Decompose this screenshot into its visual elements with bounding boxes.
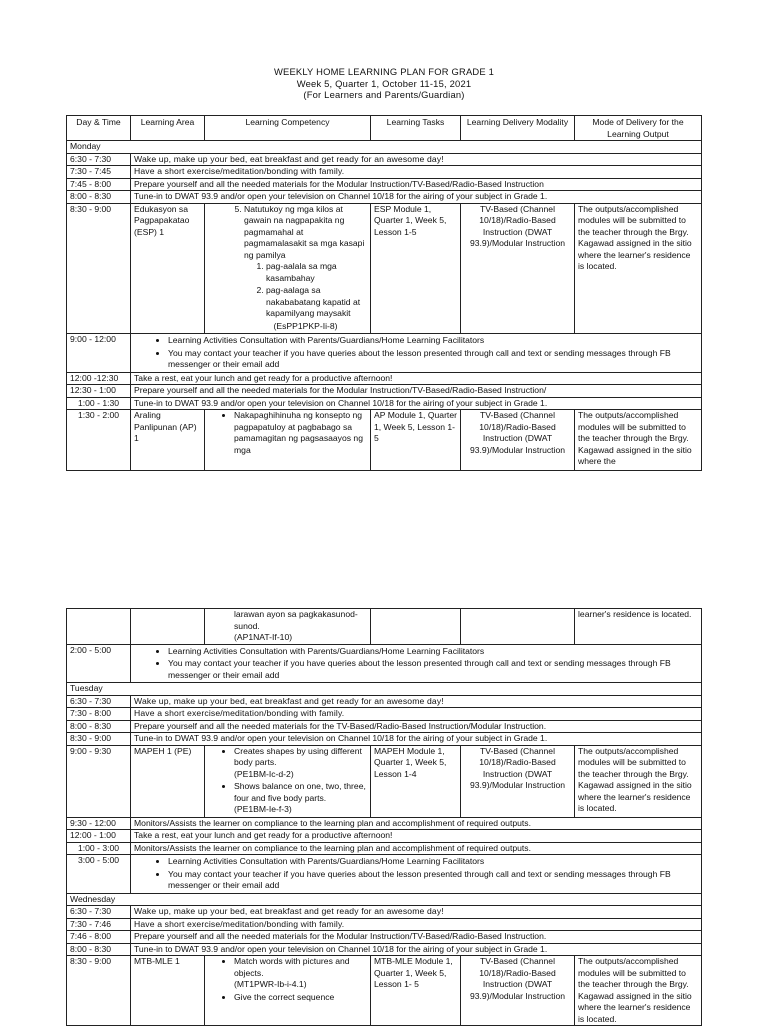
activity-cell: Prepare yourself and all the needed materials for the TV-Based/Radio-Based Instruction/Modular Instruction. (131, 720, 702, 733)
competency-list (208, 204, 367, 333)
modality-cell: TV-Based (Channel 10/18)/Radio-Based Instruction (DWAT 93.9)/Modular Instruction (461, 956, 575, 1026)
table-row (67, 943, 702, 956)
table-row (67, 334, 702, 373)
table-row (67, 166, 702, 179)
table-row (67, 178, 702, 191)
consultation-cell (131, 855, 702, 894)
day-label: Wednesday (67, 893, 702, 906)
time-cell: 12:30 - 1:00 (67, 385, 131, 398)
table-row (67, 644, 702, 683)
competency-subitem: 2. pag-aalaga sa nakababatang kapatid at kapamilyang maysakit (266, 285, 367, 320)
output-mode-cell: The outputs/accomplished modules will be submitted to the teacher through the Brgy. Kagawad assigned in the sitio where the learner's residence is located. (575, 956, 702, 1026)
time-cell: 6:30 - 7:30 (67, 695, 131, 708)
time-cell: 6:30 - 7:30 (67, 153, 131, 166)
activity-cell: Prepare yourself and all the needed materials for the Modular Instruction/TV-Based/Radio-Based Instruction (131, 178, 702, 191)
learning-tasks-cell: AP Module 1, Quarter 1, Week 5, Lesson 1-5 (371, 410, 461, 471)
learning-area-cell: Araling Panlipunan (AP) 1 (131, 410, 205, 471)
activity-cell: Prepare yourself and all the needed materials for the Modular Instruction/TV-Based/Radio-Based Instruction/ (131, 385, 702, 398)
competency-cell (205, 203, 371, 334)
competency-continued: larawan ayon sa pagkakasunod-sunod. (234, 609, 358, 631)
table-row (67, 918, 702, 931)
table-row (67, 609, 702, 645)
time-cell: 8:30 - 9:00 (67, 733, 131, 746)
consultation-list (134, 646, 698, 682)
activity-cell: Wake up, make up your bed, eat breakfast and get ready for an awesome day! (131, 695, 702, 708)
competency-cell (205, 609, 371, 645)
competency-code: (PE1BM-Ic-d-2) (234, 768, 294, 779)
competency-text: Natutukoy ng mga kilos at gawain na nagpapakita ng pagmamahal at pagmamalasakit sa mga kasapi ng pamilya (244, 203, 365, 260)
time-cell: 2:00 - 5:00 (67, 644, 131, 683)
table-row (67, 720, 702, 733)
competency-cell (205, 410, 371, 471)
table-row (67, 191, 702, 204)
activity-cell: Wake up, make up your bed, eat breakfast and get ready for an awesome day! (131, 153, 702, 166)
activity-cell: Take a rest, eat your lunch and get ready for a productive afternoon! (131, 372, 702, 385)
table-row (67, 695, 702, 708)
table-row (67, 153, 702, 166)
activity-cell: Monitors/Assists the learner on compliance to the learning plan and accomplishment of required outputs. (131, 817, 702, 830)
consultation-cell (131, 644, 702, 683)
output-mode-cell: The outputs/accomplished modules will be submitted to the teacher through the Brgy. Kagawad assigned in the sitio where the (575, 410, 702, 471)
activity-cell: Prepare yourself and all the needed materials for the Modular Instruction/TV-Based/Radio-Based Instruction. (131, 931, 702, 944)
modality-cell (461, 609, 575, 645)
competency-item (244, 204, 367, 333)
table-row (67, 931, 702, 944)
time-cell: 8:00 - 8:30 (67, 720, 131, 733)
learning-tasks-cell (371, 609, 461, 645)
activity-cell: Tune-in to DWAT 93.9 and/or open your television on Channel 10/18 for the airing of your subject in Grade 1. (131, 397, 702, 410)
learning-plan-table-page-2 (66, 608, 702, 1026)
output-mode-cell: The outputs/accomplished modules will be submitted to the teacher through the Brgy. Kagawad assigned in the sitio where the learner's residence is located. (575, 203, 702, 334)
time-cell: 1:30 - 2:00 (67, 410, 131, 471)
activity-cell: Monitors/Assists the learner on compliance to the learning plan and accomplishment of required outputs. (131, 842, 702, 855)
competency-item (234, 746, 367, 781)
table-row (67, 817, 702, 830)
col-header-delivery-modality: Learning Delivery Modality (461, 116, 575, 141)
learning-area-cell: Edukasyon sa Pagpapakatao (ESP) 1 (131, 203, 205, 334)
table-row (67, 733, 702, 746)
table-row (67, 203, 702, 334)
activity-cell: Have a short exercise/meditation/bonding with family. (131, 918, 702, 931)
learning-plan-table-page-1 (66, 115, 702, 471)
col-header-learning-tasks: Learning Tasks (371, 116, 461, 141)
consultation-cell (131, 334, 702, 373)
time-cell: 7:30 - 8:00 (67, 708, 131, 721)
competency-cell (205, 745, 371, 817)
activity-cell: Wake up, make up your bed, eat breakfast and get ready for an awesome day! (131, 906, 702, 919)
table-row (67, 906, 702, 919)
time-cell: 3:00 - 5:00 (67, 855, 131, 894)
competency-list (208, 746, 367, 816)
competency-item: • Give the correct sequence (234, 992, 367, 1004)
learning-tasks-cell: MTB-MLE Module 1, Quarter 1, Week 5, Lesson 1- 5 (371, 956, 461, 1026)
time-cell (67, 609, 131, 645)
day-label: Monday (67, 141, 702, 154)
time-cell: 7:45 - 8:00 (67, 178, 131, 191)
learning-tasks-cell: ESP Module 1, Quarter 1, Week 5, Lesson 1-5 (371, 203, 461, 334)
time-cell: 1:00 - 1:30 (67, 397, 131, 410)
list-item: • Learning Activities Consultation with Parents/Guardians/Home Learning Facilitators (168, 335, 698, 347)
activity-cell: Tune-in to DWAT 93.9 and/or open your television on Channel 10/18 for the airing of your subject in Grade 1. (131, 191, 702, 204)
output-mode-cell: learner's residence is located. (575, 609, 702, 645)
time-cell: 8:00 - 8:30 (67, 191, 131, 204)
modality-cell: TV-Based (Channel 10/18)/Radio-Based Instruction (DWAT 93.9)/Modular Instruction (461, 410, 575, 471)
time-cell: 12:00 -12:30 (67, 372, 131, 385)
competency-code: (PE1BM-Ie-f-3) (234, 804, 292, 814)
document-subtitle: Week 5, Quarter 1, October 11-15, 2021 (296, 77, 472, 89)
list-item: • You may contact your teacher if you have queries about the lesson presented through call and text or sending messages through FB messenger or their email add (168, 658, 698, 681)
time-cell: 7:46 - 8:00 (67, 931, 131, 944)
competency-item: • Nakapaghihinuha ng konsepto ng pagpapatuloy at pagbabago sa pamamagitan ng pagsasaayos ng mga (234, 410, 367, 456)
competency-text: Creates shapes by using different body parts. (234, 745, 362, 767)
competency-code: (MT1PWR-Ib-i-4.1) (234, 979, 307, 989)
competency-code: (EsPP1PKP-Ii-8) (273, 320, 338, 331)
table-row (67, 385, 702, 398)
list-item: • You may contact your teacher if you have queries about the lesson presented through call and text or sending messages through FB messenger or their email add (168, 869, 698, 892)
activity-cell: Have a short exercise/meditation/bonding with family. (131, 166, 702, 179)
competency-subitem: 1. pag-aalala sa mga kasambahay (266, 261, 367, 284)
table-row (67, 397, 702, 410)
table-row (67, 830, 702, 843)
output-mode-cell: The outputs/accomplished modules will be submitted to the teacher through the Brgy. Kagawad assigned in the sitio where the learner's residence is located. (575, 745, 702, 817)
learning-area-cell: MTB-MLE 1 (131, 956, 205, 1026)
activity-cell: Tune-in to DWAT 93.9 and/or open your television on Channel 10/18 for the airing of your subject in Grade 1. (131, 943, 702, 956)
document-title: WEEKLY HOME LEARNING PLAN FOR GRADE 1 (273, 66, 495, 77)
day-row-monday (67, 141, 702, 154)
list-item: • You may contact your teacher if you have queries about the lesson presented through call and text or sending messages through FB messenger or their email add (168, 348, 698, 371)
competency-sublist (244, 261, 367, 320)
day-row-wednesday (67, 893, 702, 906)
activity-cell: Tune-in to DWAT 93.9 and/or open your television on Channel 10/18 for the airing of your subject in Grade 1. (131, 733, 702, 746)
table-row (67, 410, 702, 471)
table-header-row (67, 116, 702, 141)
learning-area-cell (131, 609, 205, 645)
time-cell: 9:00 - 9:30 (67, 745, 131, 817)
time-cell: 9:30 - 12:00 (67, 817, 131, 830)
time-cell: 8:30 - 9:00 (67, 203, 131, 334)
table-row (67, 372, 702, 385)
learning-area-cell: MAPEH 1 (PE) (131, 745, 205, 817)
competency-list (208, 956, 367, 1003)
table-row (67, 708, 702, 721)
table-row (67, 956, 702, 1026)
competency-code: (AP1NAT-If-10) (234, 632, 293, 642)
table-row (67, 855, 702, 894)
time-cell: 1:00 - 3:00 (67, 842, 131, 855)
activity-cell: Take a rest, eat your lunch and get ready for a productive afternoon! (131, 830, 702, 843)
competency-item (234, 956, 367, 991)
list-item: • Learning Activities Consultation with Parents/Guardians/Home Learning Facilitators (168, 646, 698, 658)
list-item: • Learning Activities Consultation with Parents/Guardians/Home Learning Facilitators (168, 856, 698, 868)
col-header-output-mode: Mode of Delivery for the Learning Output (575, 116, 702, 141)
activity-cell: Have a short exercise/meditation/bonding with family. (131, 708, 702, 721)
time-cell: 8:30 - 9:00 (67, 956, 131, 1026)
time-cell: 7:30 - 7:45 (67, 166, 131, 179)
day-row-tuesday (67, 683, 702, 696)
col-header-learning-area: Learning Area (131, 116, 205, 141)
document-header (0, 66, 768, 101)
competency-text: Shows balance on one, two, three, four and five body parts. (234, 781, 366, 803)
time-cell: 12:00 - 1:00 (67, 830, 131, 843)
time-cell: 9:00 - 12:00 (67, 334, 131, 373)
modality-cell: TV-Based (Channel 10/18)/Radio-Based Instruction (DWAT 93.9)/Modular Instruction (461, 745, 575, 817)
consultation-list (134, 335, 698, 371)
consultation-list (134, 856, 698, 892)
table-row (67, 842, 702, 855)
day-label: Tuesday (67, 683, 702, 696)
time-cell: 7:30 - 7:46 (67, 918, 131, 931)
time-cell: 8:00 - 8:30 (67, 943, 131, 956)
time-cell: 6:30 - 7:30 (67, 906, 131, 919)
table-row (67, 745, 702, 817)
document-audience: (For Learners and Parents/Guardian) (303, 89, 465, 100)
competency-text: Match words with pictures and objects. (234, 956, 350, 978)
col-header-day-time: Day & Time (67, 116, 131, 141)
learning-tasks-cell: MAPEH Module 1, Quarter 1, Week 5, Lesson 1-4 (371, 745, 461, 817)
competency-item (234, 781, 367, 816)
competency-cell (205, 956, 371, 1026)
col-header-learning-competency: Learning Competency (205, 116, 371, 141)
modality-cell: TV-Based (Channel 10/18)/Radio-Based Instruction (DWAT 93.9)/Modular Instruction (461, 203, 575, 334)
competency-list (208, 410, 367, 456)
